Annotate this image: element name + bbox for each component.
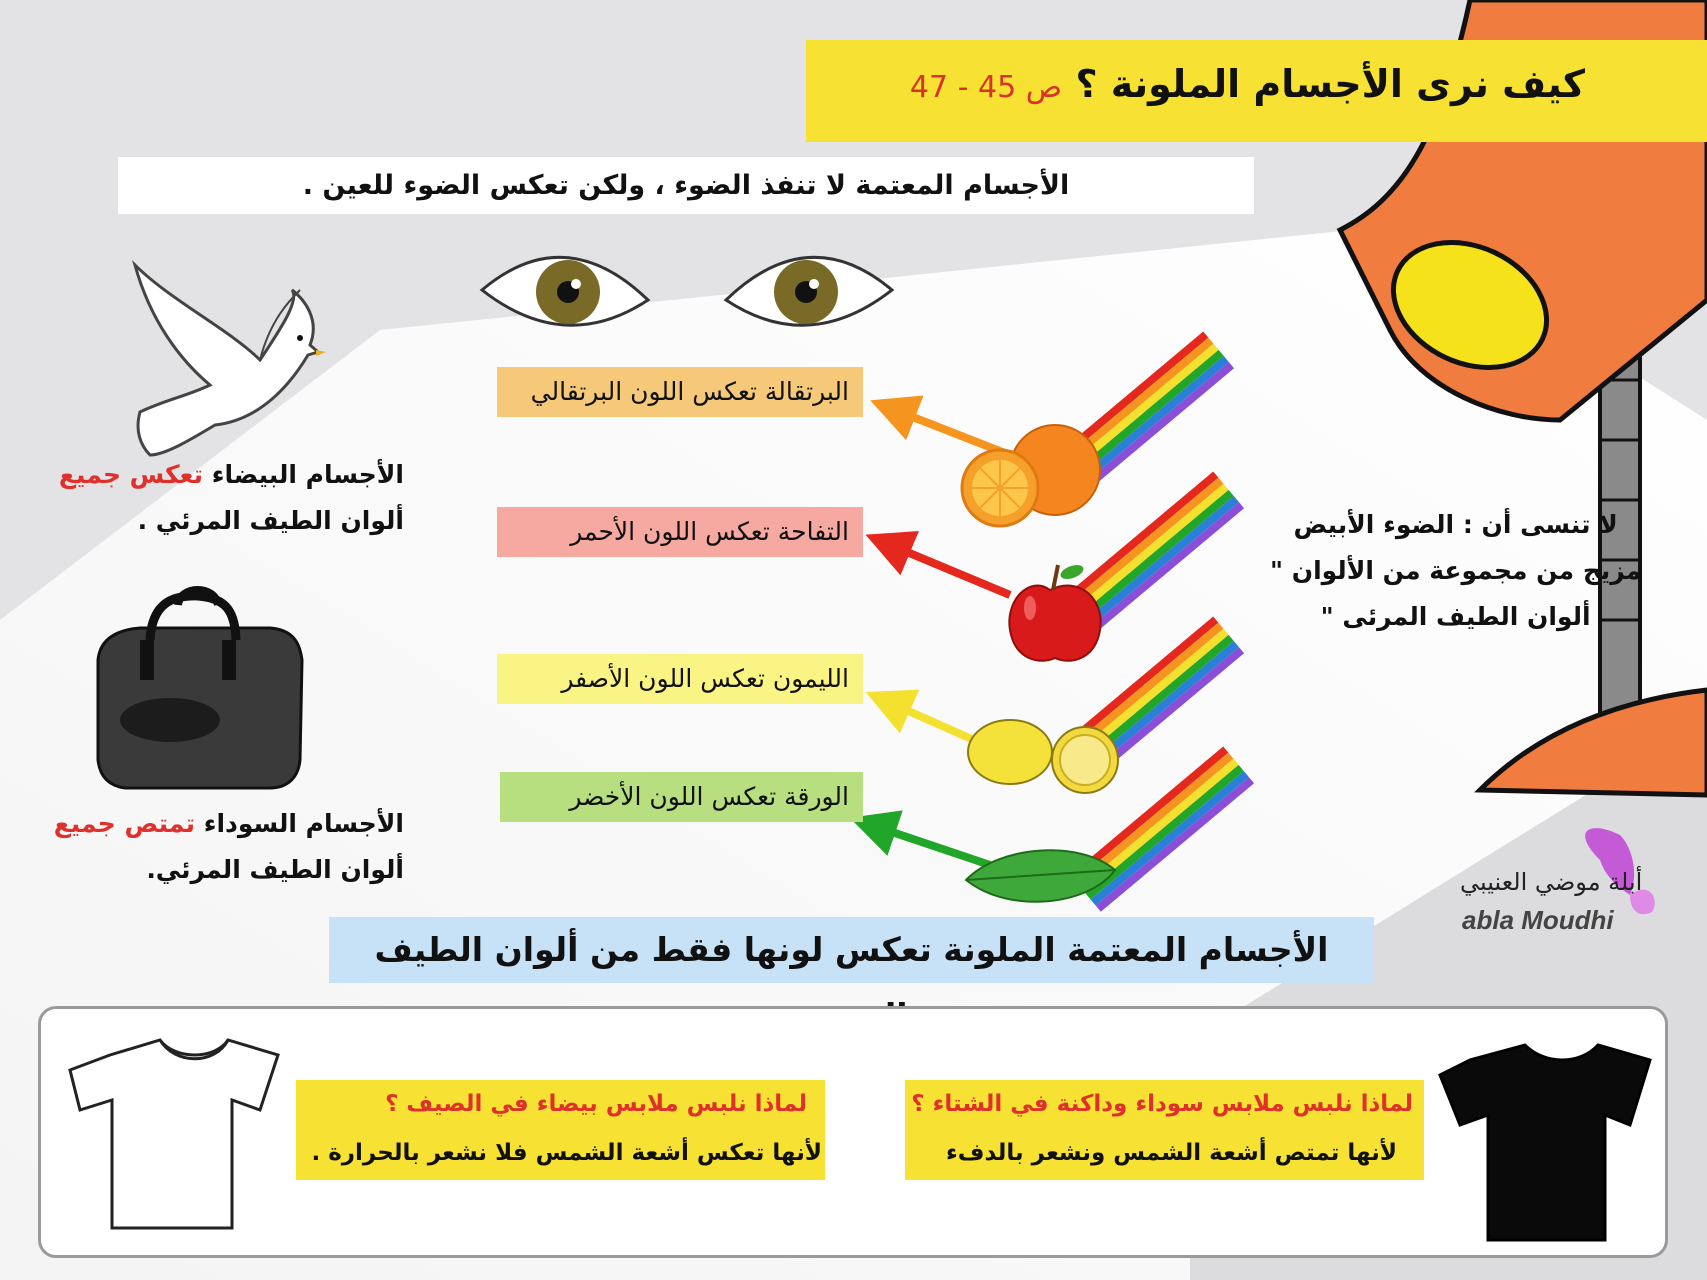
page-reference: ص 45 - 47	[909, 70, 1062, 105]
winter-answer: لأنها تمتص أشعة الشمس ونشعر بالدفء	[945, 1140, 1397, 1166]
summer-question: لماذا نلبس ملابس بيضاء في الصيف ؟	[385, 1091, 807, 1117]
reminder-line-1: لا تنسى أن : الضوء الأبيض	[1293, 510, 1618, 539]
reminder-text	[1270, 502, 1641, 640]
logo-latin: abla Moudhi	[1462, 905, 1614, 935]
apple-label: التفاحة تعكس اللون الأحمر	[497, 507, 863, 557]
intro-text: الأجسام المعتمة لا تنفذ الضوء ، ولكن تعكس الضوء للعين .	[302, 170, 1070, 201]
winter-question: لماذا نلبس ملابس سوداء وداكنة في الشتاء ؟	[911, 1091, 1413, 1117]
logo-arabic: أبلة موضي العنيبي	[1460, 868, 1643, 896]
white-objects-prefix: الأجسام البيضاء	[211, 460, 404, 489]
reminder-line-2: مزيج من مجموعة من الألوان "	[1270, 556, 1642, 585]
black-objects-line2: ألوان الطيف المرئي.	[146, 855, 404, 884]
reminder-line-3: ألوان الطيف المرئى "	[1320, 602, 1591, 631]
leaf-label: الورقة تعكس اللون الأخضر	[500, 772, 863, 822]
orange-label: البرتقالة تعكس اللون البرتقالي	[497, 367, 863, 417]
lemon-label: الليمون تعكس اللون الأصفر	[497, 654, 863, 704]
white-objects-text	[59, 452, 404, 544]
page-title: كيف نرى الأجسام الملونة ؟	[1075, 62, 1585, 106]
white-objects-highlight: تعكس جميع	[58, 460, 204, 489]
summer-answer: لأنها تعكس أشعة الشمس فلا نشعر بالحرارة .	[311, 1140, 822, 1166]
white-objects-line2: ألوان الطيف المرئي .	[137, 506, 404, 535]
black-objects-text	[54, 801, 404, 893]
conclusion-text: الأجسام المعتمة الملونة تعكس لونها فقط من ألوان الطيف	[374, 930, 1329, 969]
black-objects-highlight: تمتص جميع	[53, 809, 195, 838]
black-objects-prefix: الأجسام السوداء	[203, 809, 404, 838]
